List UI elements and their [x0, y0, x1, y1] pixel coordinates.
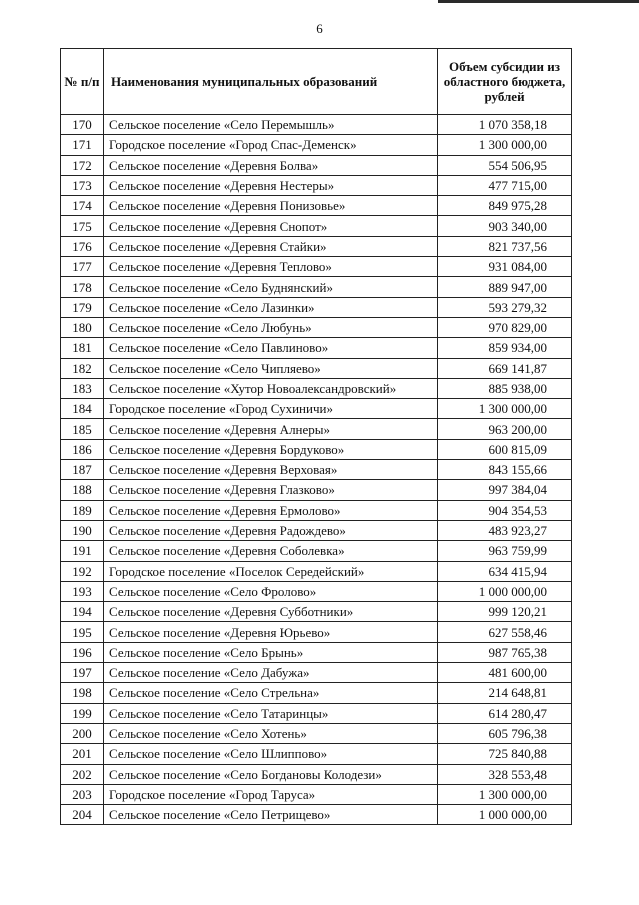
- municipality-name: Сельское поселение «Село Петрищево»: [104, 805, 438, 825]
- subsidy-amount: 1 000 000,00: [438, 805, 572, 825]
- subsidy-amount: 1 300 000,00: [438, 784, 572, 804]
- municipality-name: Сельское поселение «Хутор Новоалександровский»: [104, 378, 438, 398]
- subsidy-amount: 970 829,00: [438, 317, 572, 337]
- row-number: 204: [61, 805, 104, 825]
- table-row: [61, 541, 572, 561]
- subsidy-amount: 963 759,99: [438, 541, 572, 561]
- municipality-name: Сельское поселение «Село Буднянский»: [104, 277, 438, 297]
- subsidy-amount: 1 070 358,18: [438, 115, 572, 135]
- municipality-name: Сельское поселение «Село Перемышль»: [104, 115, 438, 135]
- table-row: [61, 358, 572, 378]
- row-number: 185: [61, 419, 104, 439]
- row-number: 180: [61, 317, 104, 337]
- table-row: [61, 460, 572, 480]
- row-number: 188: [61, 480, 104, 500]
- table-row: [61, 378, 572, 398]
- municipality-name: Сельское поселение «Село Чипляево»: [104, 358, 438, 378]
- table-row: [61, 500, 572, 520]
- municipality-name: Городское поселение «Город Спас-Деменск»: [104, 135, 438, 155]
- subsidy-amount: 931 084,00: [438, 257, 572, 277]
- municipality-name: Городское поселение «Поселок Середейский»: [104, 561, 438, 581]
- table-row: [61, 622, 572, 642]
- subsidy-amount: 889 947,00: [438, 277, 572, 297]
- municipality-name: Сельское поселение «Село Лазинки»: [104, 297, 438, 317]
- municipality-name: Сельское поселение «Село Павлиново»: [104, 338, 438, 358]
- table-row: [61, 703, 572, 723]
- subsidy-amount: 627 558,46: [438, 622, 572, 642]
- municipality-name: Сельское поселение «Деревня Ермолово»: [104, 500, 438, 520]
- subsidy-amount: 999 120,21: [438, 602, 572, 622]
- municipality-name: Сельское поселение «Деревня Радождево»: [104, 520, 438, 540]
- row-number: 203: [61, 784, 104, 804]
- table-row: [61, 561, 572, 581]
- row-number: 171: [61, 135, 104, 155]
- page-number: 6: [316, 21, 323, 36]
- subsidy-amount: 1 300 000,00: [438, 399, 572, 419]
- subsidy-amount: 903 340,00: [438, 216, 572, 236]
- table-header-row: [61, 49, 572, 115]
- table-row: [61, 602, 572, 622]
- row-number: 194: [61, 602, 104, 622]
- row-number: 198: [61, 683, 104, 703]
- header-municipality-name: Наименования муниципальных образований: [104, 49, 438, 115]
- row-number: 190: [61, 520, 104, 540]
- row-number: 196: [61, 642, 104, 662]
- subsidy-amount: 634 415,94: [438, 561, 572, 581]
- subsidy-amount: 1 000 000,00: [438, 581, 572, 601]
- row-number: 192: [61, 561, 104, 581]
- municipality-name: Сельское поселение «Деревня Бордуково»: [104, 439, 438, 459]
- table-row: [61, 744, 572, 764]
- municipality-name: Сельское поселение «Деревня Юрьево»: [104, 622, 438, 642]
- municipality-name: Сельское поселение «Деревня Глазково»: [104, 480, 438, 500]
- row-number: 191: [61, 541, 104, 561]
- subsidy-amount: 885 938,00: [438, 378, 572, 398]
- row-number: 200: [61, 723, 104, 743]
- table-row: [61, 175, 572, 195]
- subsidy-table-container: [60, 48, 571, 825]
- table-row: [61, 216, 572, 236]
- row-number: 176: [61, 236, 104, 256]
- header-subsidy-amount: Объем субсидии из областного бюджета, рублей: [438, 49, 572, 115]
- row-number: 184: [61, 399, 104, 419]
- table-row: [61, 581, 572, 601]
- table-row: [61, 663, 572, 683]
- row-number: 174: [61, 196, 104, 216]
- municipality-name: Сельское поселение «Село Хотень»: [104, 723, 438, 743]
- municipality-name: Сельское поселение «Деревня Алнеры»: [104, 419, 438, 439]
- header-number: № п/п: [61, 49, 104, 115]
- table-row: [61, 135, 572, 155]
- row-number: 170: [61, 115, 104, 135]
- municipality-name: Сельское поселение «Село Дабужа»: [104, 663, 438, 683]
- municipality-name: Сельское поселение «Деревня Болва»: [104, 155, 438, 175]
- table-row: [61, 196, 572, 216]
- row-number: 201: [61, 744, 104, 764]
- table-row: [61, 277, 572, 297]
- table-row: [61, 419, 572, 439]
- table-body: [61, 115, 572, 825]
- subsidy-amount: 1 300 000,00: [438, 135, 572, 155]
- municipality-name: Сельское поселение «Деревня Субботники»: [104, 602, 438, 622]
- table-row: [61, 520, 572, 540]
- table-row: [61, 784, 572, 804]
- municipality-name: Сельское поселение «Деревня Понизовье»: [104, 196, 438, 216]
- table-row: [61, 338, 572, 358]
- row-number: 187: [61, 460, 104, 480]
- subsidy-amount: 843 155,66: [438, 460, 572, 480]
- subsidy-amount: 593 279,32: [438, 297, 572, 317]
- row-number: 179: [61, 297, 104, 317]
- subsidy-amount: 477 715,00: [438, 175, 572, 195]
- table-row: [61, 723, 572, 743]
- table-row: [61, 155, 572, 175]
- table-row: [61, 297, 572, 317]
- table-row: [61, 805, 572, 825]
- subsidy-amount: 483 923,27: [438, 520, 572, 540]
- subsidy-amount: 554 506,95: [438, 155, 572, 175]
- municipality-name: Сельское поселение «Село Богдановы Колодези»: [104, 764, 438, 784]
- row-number: 202: [61, 764, 104, 784]
- row-number: 172: [61, 155, 104, 175]
- row-number: 197: [61, 663, 104, 683]
- municipality-name: Сельское поселение «Деревня Снопот»: [104, 216, 438, 236]
- table-row: [61, 317, 572, 337]
- municipality-name: Сельское поселение «Село Стрельна»: [104, 683, 438, 703]
- municipality-name: Сельское поселение «Село Татаринцы»: [104, 703, 438, 723]
- table-row: [61, 480, 572, 500]
- subsidy-amount: 600 815,09: [438, 439, 572, 459]
- municipality-name: Сельское поселение «Село Шлиппово»: [104, 744, 438, 764]
- subsidy-amount: 849 975,28: [438, 196, 572, 216]
- subsidy-amount: 963 200,00: [438, 419, 572, 439]
- subsidy-amount: 328 553,48: [438, 764, 572, 784]
- municipality-name: Сельское поселение «Деревня Теплово»: [104, 257, 438, 277]
- subsidy-amount: 614 280,47: [438, 703, 572, 723]
- row-number: 175: [61, 216, 104, 236]
- row-number: 178: [61, 277, 104, 297]
- subsidy-amount: 859 934,00: [438, 338, 572, 358]
- table-row: [61, 439, 572, 459]
- subsidy-amount: 725 840,88: [438, 744, 572, 764]
- table-row: [61, 399, 572, 419]
- subsidy-amount: 987 765,38: [438, 642, 572, 662]
- row-number: 189: [61, 500, 104, 520]
- table-row: [61, 257, 572, 277]
- table-row: [61, 683, 572, 703]
- municipality-name: Городское поселение «Город Сухиничи»: [104, 399, 438, 419]
- row-number: 177: [61, 257, 104, 277]
- table-row: [61, 115, 572, 135]
- table-row: [61, 642, 572, 662]
- subsidy-amount: 904 354,53: [438, 500, 572, 520]
- row-number: 173: [61, 175, 104, 195]
- subsidy-amount: 605 796,38: [438, 723, 572, 743]
- municipality-name: Сельское поселение «Деревня Верховая»: [104, 460, 438, 480]
- subsidy-amount: 214 648,81: [438, 683, 572, 703]
- subsidy-amount: 669 141,87: [438, 358, 572, 378]
- table-header: [61, 49, 572, 115]
- row-number: 186: [61, 439, 104, 459]
- municipality-name: Сельское поселение «Деревня Соболевка»: [104, 541, 438, 561]
- subsidy-amount: 821 737,56: [438, 236, 572, 256]
- municipality-name: Сельское поселение «Деревня Стайки»: [104, 236, 438, 256]
- table-row: [61, 764, 572, 784]
- subsidy-amount: 997 384,04: [438, 480, 572, 500]
- subsidy-table: [60, 48, 572, 825]
- row-number: 181: [61, 338, 104, 358]
- municipality-name: Сельское поселение «Село Фролово»: [104, 581, 438, 601]
- municipality-name: Городское поселение «Город Таруса»: [104, 784, 438, 804]
- row-number: 193: [61, 581, 104, 601]
- table-row: [61, 236, 572, 256]
- row-number: 199: [61, 703, 104, 723]
- row-number: 182: [61, 358, 104, 378]
- subsidy-amount: 481 600,00: [438, 663, 572, 683]
- scan-edge-line: [438, 0, 639, 3]
- municipality-name: Сельское поселение «Село Любунь»: [104, 317, 438, 337]
- municipality-name: Сельское поселение «Деревня Нестеры»: [104, 175, 438, 195]
- municipality-name: Сельское поселение «Село Брынь»: [104, 642, 438, 662]
- row-number: 195: [61, 622, 104, 642]
- row-number: 183: [61, 378, 104, 398]
